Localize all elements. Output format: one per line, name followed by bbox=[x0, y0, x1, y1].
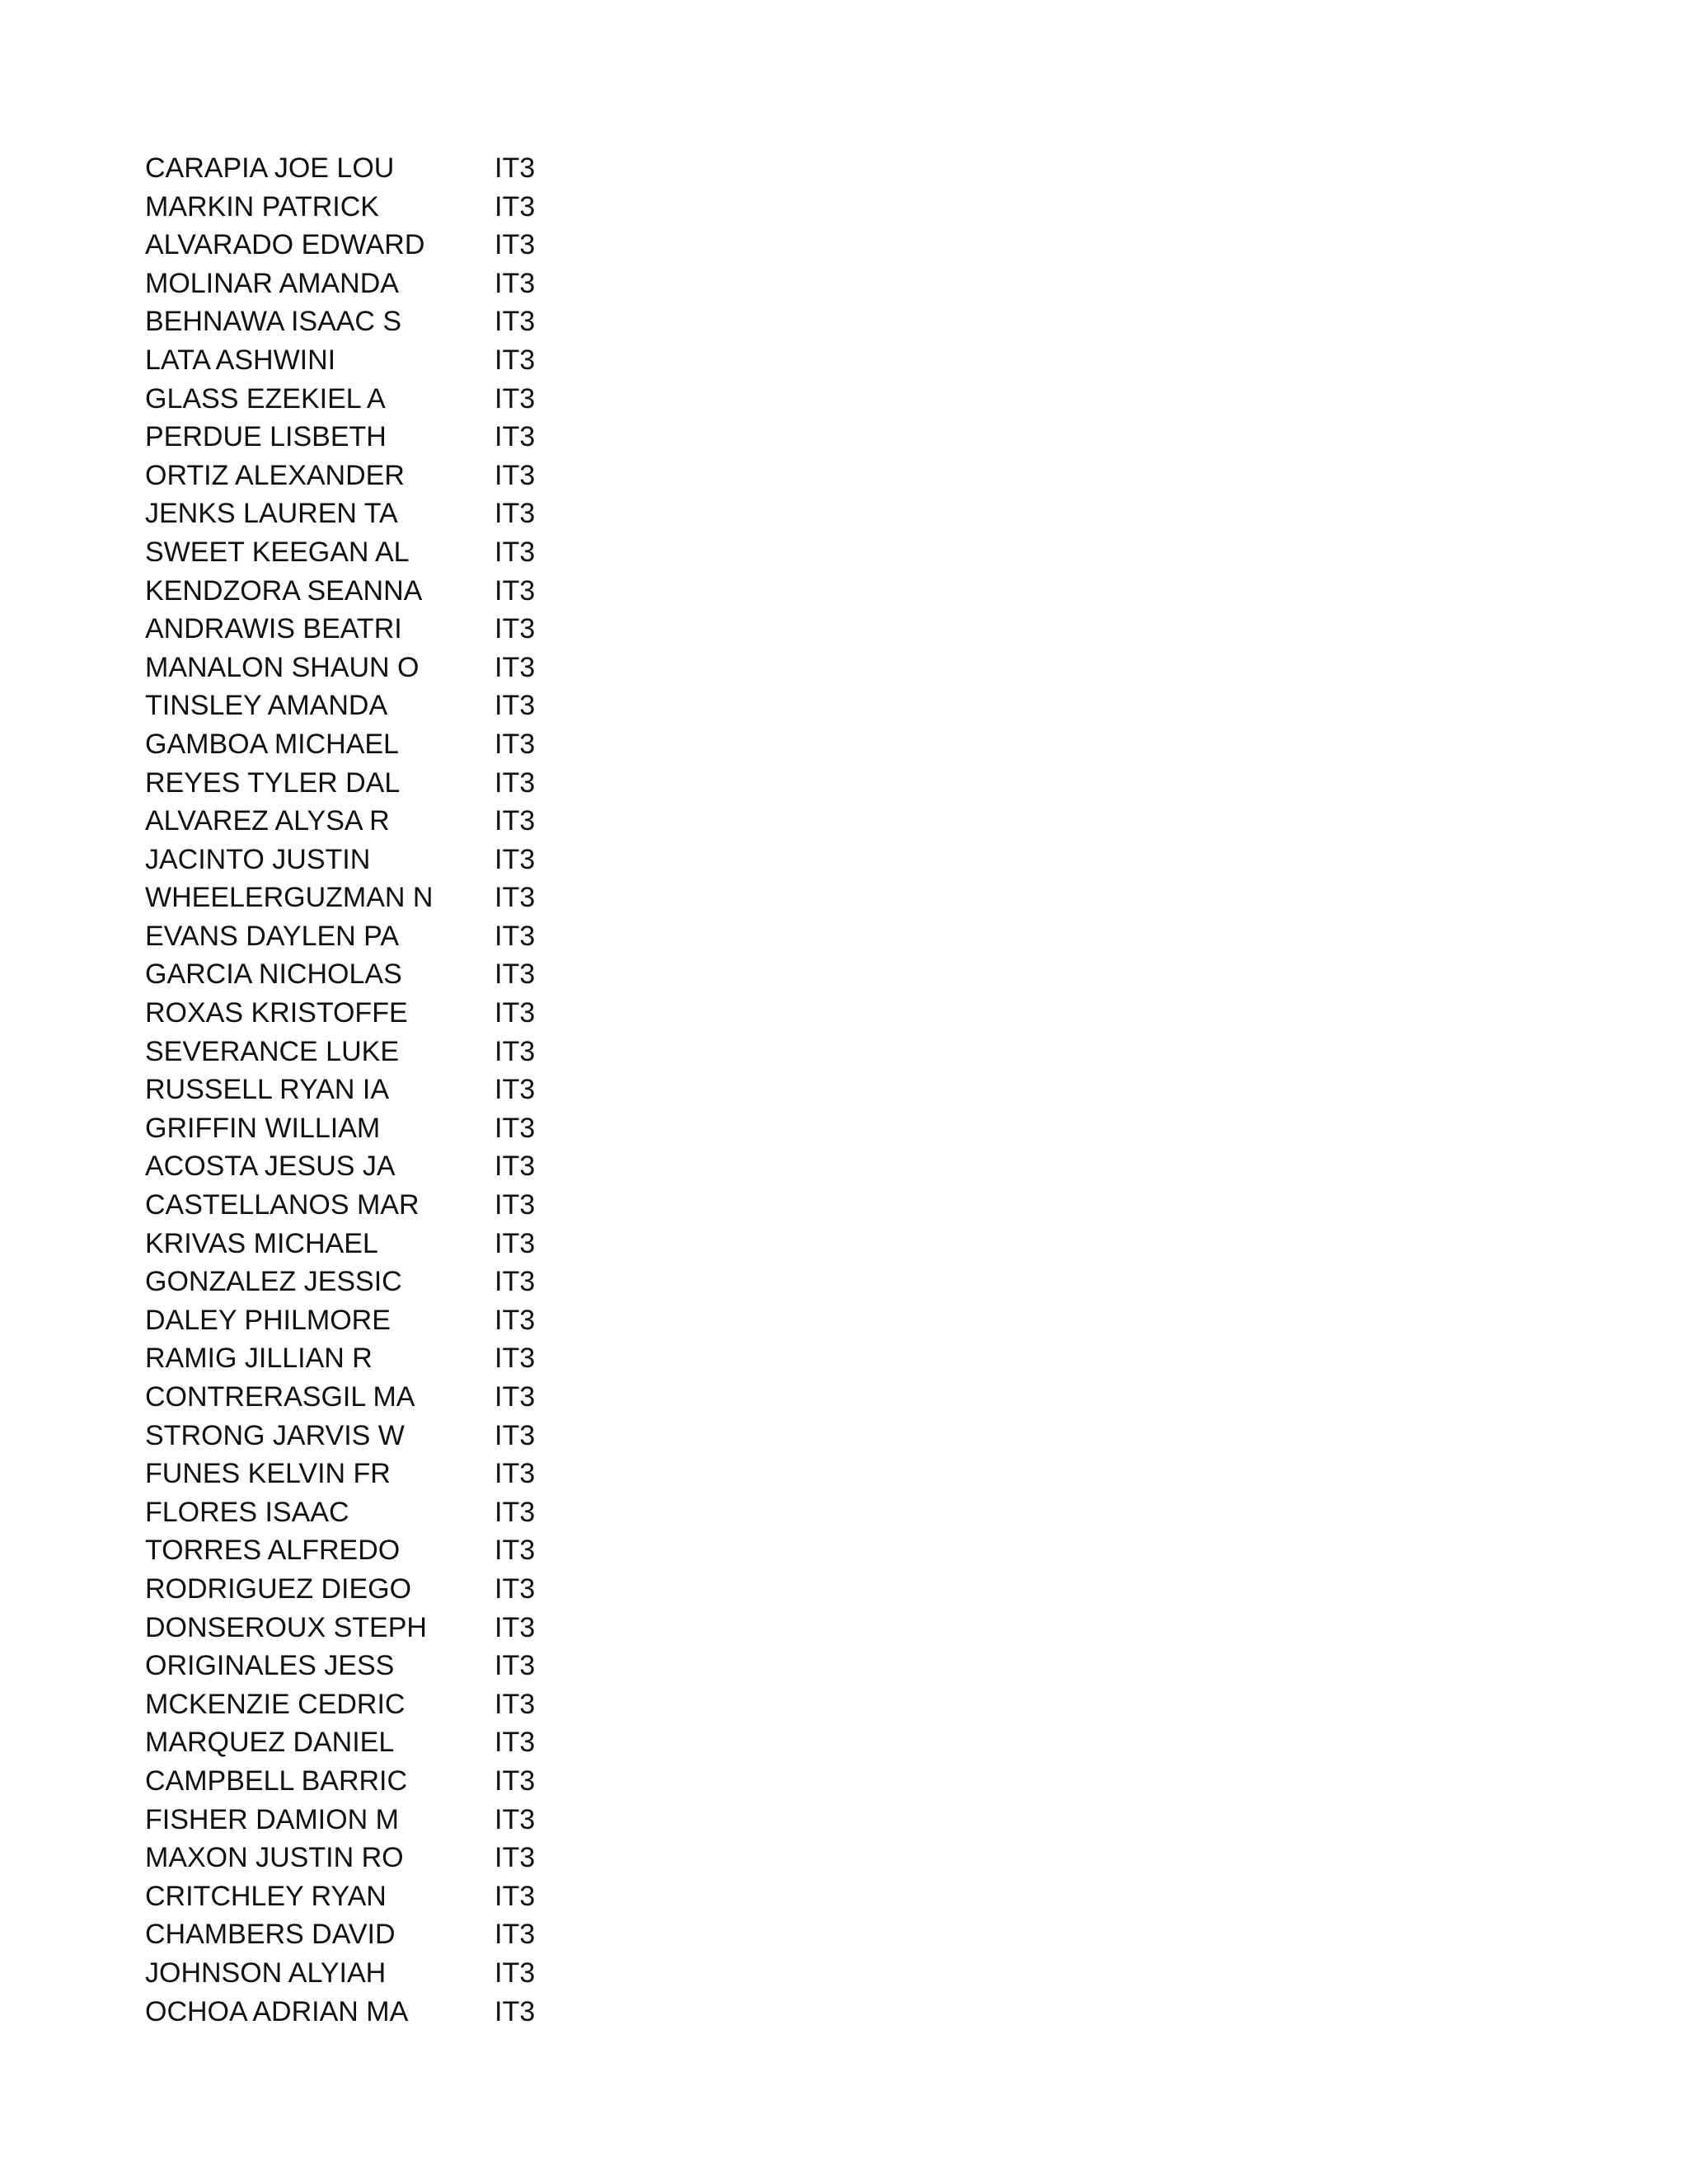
member-name: JOHNSON ALYIAH bbox=[145, 1957, 387, 1989]
roster-row bbox=[145, 1915, 640, 1954]
member-name: CAMPBELL BARRIC bbox=[145, 1765, 408, 1797]
member-name: MAXON JUSTIN RO bbox=[145, 1842, 404, 1874]
member-rate: IT3 bbox=[495, 1957, 536, 1989]
roster-row bbox=[145, 725, 640, 764]
member-rate: IT3 bbox=[495, 382, 536, 415]
member-rate: IT3 bbox=[495, 958, 536, 991]
roster-row bbox=[145, 1801, 640, 1840]
member-name: FLORES ISAAC bbox=[145, 1496, 349, 1528]
member-rate: IT3 bbox=[495, 574, 536, 607]
roster-row bbox=[145, 764, 640, 803]
roster-row bbox=[145, 1417, 640, 1455]
member-name: ORIGINALES JESS bbox=[145, 1650, 395, 1682]
member-name: CONTRERASGIL MA bbox=[145, 1381, 415, 1413]
roster-row bbox=[145, 1993, 640, 2032]
member-name: TINSLEY AMANDA bbox=[145, 690, 388, 722]
roster-row bbox=[145, 649, 640, 687]
member-name: EVANS DAYLEN PA bbox=[145, 920, 399, 952]
member-rate: IT3 bbox=[495, 728, 536, 760]
member-rate: IT3 bbox=[495, 1650, 536, 1682]
member-rate: IT3 bbox=[495, 1765, 536, 1797]
member-rate: IT3 bbox=[495, 882, 536, 914]
member-rate: IT3 bbox=[495, 1189, 536, 1221]
member-name: PERDUE LISBETH bbox=[145, 421, 387, 453]
roster-row bbox=[145, 533, 640, 572]
member-rate: IT3 bbox=[495, 1304, 536, 1336]
roster-row bbox=[145, 1186, 640, 1225]
roster-row bbox=[145, 1225, 640, 1263]
member-name: DONSEROUX STEPH bbox=[145, 1611, 427, 1643]
member-name: MOLINAR AMANDA bbox=[145, 267, 399, 299]
roster-row bbox=[145, 1954, 640, 1993]
roster-row bbox=[145, 1647, 640, 1685]
member-rate: IT3 bbox=[495, 1803, 536, 1835]
member-name: ALVAREZ ALYSA R bbox=[145, 805, 390, 837]
member-name: STRONG JARVIS W bbox=[145, 1419, 405, 1451]
member-name: KRIVAS MICHAEL bbox=[145, 1227, 378, 1259]
member-name: ALVARADO EDWARD bbox=[145, 229, 425, 261]
roster-row bbox=[145, 687, 640, 725]
member-rate: IT3 bbox=[495, 1419, 536, 1451]
member-rate: IT3 bbox=[495, 229, 536, 261]
roster-row bbox=[145, 1301, 640, 1340]
member-rate: IT3 bbox=[495, 1151, 536, 1183]
roster-row bbox=[145, 610, 640, 649]
member-name: MANALON SHAUN O bbox=[145, 651, 420, 683]
roster-row bbox=[145, 1147, 640, 1186]
member-name: ORTIZ ALEXANDER bbox=[145, 459, 405, 491]
member-rate: IT3 bbox=[495, 498, 536, 530]
member-rate: IT3 bbox=[495, 843, 536, 875]
member-name: GLASS EZEKIEL A bbox=[145, 382, 386, 415]
member-rate: IT3 bbox=[495, 613, 536, 645]
roster-row bbox=[145, 1723, 640, 1762]
roster-row bbox=[145, 341, 640, 380]
member-name: MARQUEZ DANIEL bbox=[145, 1727, 395, 1759]
member-rate: IT3 bbox=[495, 997, 536, 1029]
member-rate: IT3 bbox=[495, 1688, 536, 1720]
member-rate: IT3 bbox=[495, 459, 536, 491]
member-name: SEVERANCE LUKE bbox=[145, 1035, 399, 1067]
roster-row bbox=[145, 418, 640, 457]
member-rate: IT3 bbox=[495, 1496, 536, 1528]
member-name: DALEY PHILMORE bbox=[145, 1304, 391, 1336]
member-name: KENDZORA SEANNA bbox=[145, 574, 423, 607]
member-rate: IT3 bbox=[495, 1112, 536, 1144]
member-name: ANDRAWIS BEATRI bbox=[145, 613, 402, 645]
member-rate: IT3 bbox=[495, 1995, 536, 2027]
roster-row bbox=[145, 917, 640, 956]
member-name: LATA ASHWINI bbox=[145, 344, 336, 376]
member-rate: IT3 bbox=[495, 1611, 536, 1643]
member-rate: IT3 bbox=[495, 421, 536, 453]
member-rate: IT3 bbox=[495, 651, 536, 683]
member-rate: IT3 bbox=[495, 344, 536, 376]
roster-row bbox=[145, 188, 640, 227]
member-name: TORRES ALFREDO bbox=[145, 1535, 401, 1567]
roster-row bbox=[145, 302, 640, 341]
member-name: RODRIGUEZ DIEGO bbox=[145, 1572, 412, 1605]
member-rate: IT3 bbox=[495, 766, 536, 799]
roster-row bbox=[145, 1455, 640, 1493]
roster-row bbox=[145, 1378, 640, 1417]
roster-row bbox=[145, 1762, 640, 1801]
member-rate: IT3 bbox=[495, 920, 536, 952]
roster-row bbox=[145, 1685, 640, 1724]
roster-row bbox=[145, 879, 640, 917]
roster-row bbox=[145, 494, 640, 533]
member-rate: IT3 bbox=[495, 1381, 536, 1413]
roster-row bbox=[145, 457, 640, 495]
roster-row bbox=[145, 955, 640, 994]
member-rate: IT3 bbox=[495, 1572, 536, 1605]
member-name: GAMBOA MICHAEL bbox=[145, 728, 399, 760]
member-name: RAMIG JILLIAN R bbox=[145, 1343, 373, 1375]
member-name: ACOSTA JESUS JA bbox=[145, 1151, 396, 1183]
member-name: REYES TYLER DAL bbox=[145, 766, 401, 799]
member-name: RUSSELL RYAN IA bbox=[145, 1074, 390, 1106]
member-rate: IT3 bbox=[495, 306, 536, 338]
member-name: WHEELERGUZMAN N bbox=[145, 882, 434, 914]
member-rate: IT3 bbox=[495, 1535, 536, 1567]
member-rate: IT3 bbox=[495, 1074, 536, 1106]
roster-list bbox=[145, 149, 640, 2031]
member-rate: IT3 bbox=[495, 1842, 536, 1874]
member-name: JENKS LAUREN TA bbox=[145, 498, 398, 530]
member-name: BEHNAWA ISAAC S bbox=[145, 306, 402, 338]
roster-row bbox=[145, 1339, 640, 1378]
roster-row bbox=[145, 1109, 640, 1148]
member-rate: IT3 bbox=[495, 1343, 536, 1375]
member-rate: IT3 bbox=[495, 190, 536, 223]
member-name: CRITCHLEY RYAN bbox=[145, 1880, 387, 1912]
member-name: SWEET KEEGAN AL bbox=[145, 536, 410, 568]
member-name: CARAPIA JOE LOU bbox=[145, 152, 395, 184]
member-name: FISHER DAMION M bbox=[145, 1803, 399, 1835]
member-rate: IT3 bbox=[495, 1227, 536, 1259]
member-rate: IT3 bbox=[495, 267, 536, 299]
roster-row bbox=[145, 380, 640, 419]
member-rate: IT3 bbox=[495, 805, 536, 837]
member-name: MARKIN PATRICK bbox=[145, 190, 379, 223]
roster-row bbox=[145, 1071, 640, 1109]
member-rate: IT3 bbox=[495, 1266, 536, 1298]
roster-row bbox=[145, 1263, 640, 1301]
member-rate: IT3 bbox=[495, 1727, 536, 1759]
roster-row bbox=[145, 1839, 640, 1877]
member-name: ROXAS KRISTOFFE bbox=[145, 997, 408, 1029]
roster-row bbox=[145, 1531, 640, 1570]
roster-row bbox=[145, 1609, 640, 1647]
member-rate: IT3 bbox=[495, 1035, 536, 1067]
member-name: GRIFFIN WILLIAM bbox=[145, 1112, 381, 1144]
member-name: MCKENZIE CEDRIC bbox=[145, 1688, 406, 1720]
member-rate: IT3 bbox=[495, 690, 536, 722]
member-rate: IT3 bbox=[495, 1458, 536, 1490]
roster-row bbox=[145, 226, 640, 265]
member-rate: IT3 bbox=[495, 536, 536, 568]
member-name: OCHOA ADRIAN MA bbox=[145, 1995, 409, 2027]
roster-row bbox=[145, 841, 640, 879]
roster-row bbox=[145, 1493, 640, 1532]
roster-row bbox=[145, 1570, 640, 1609]
member-name: GARCIA NICHOLAS bbox=[145, 958, 402, 991]
roster-row bbox=[145, 265, 640, 303]
roster-row bbox=[145, 1033, 640, 1071]
member-name: CASTELLANOS MAR bbox=[145, 1189, 420, 1221]
member-rate: IT3 bbox=[495, 1880, 536, 1912]
roster-row bbox=[145, 572, 640, 611]
member-name: CHAMBERS DAVID bbox=[145, 1919, 396, 1951]
roster-row bbox=[145, 802, 640, 841]
roster-row bbox=[145, 994, 640, 1033]
member-rate: IT3 bbox=[495, 1919, 536, 1951]
member-name: JACINTO JUSTIN bbox=[145, 843, 371, 875]
roster-row bbox=[145, 1877, 640, 1916]
member-name: GONZALEZ JESSIC bbox=[145, 1266, 402, 1298]
member-name: FUNES KELVIN FR bbox=[145, 1458, 391, 1490]
member-rate: IT3 bbox=[495, 152, 536, 184]
roster-row bbox=[145, 149, 640, 188]
